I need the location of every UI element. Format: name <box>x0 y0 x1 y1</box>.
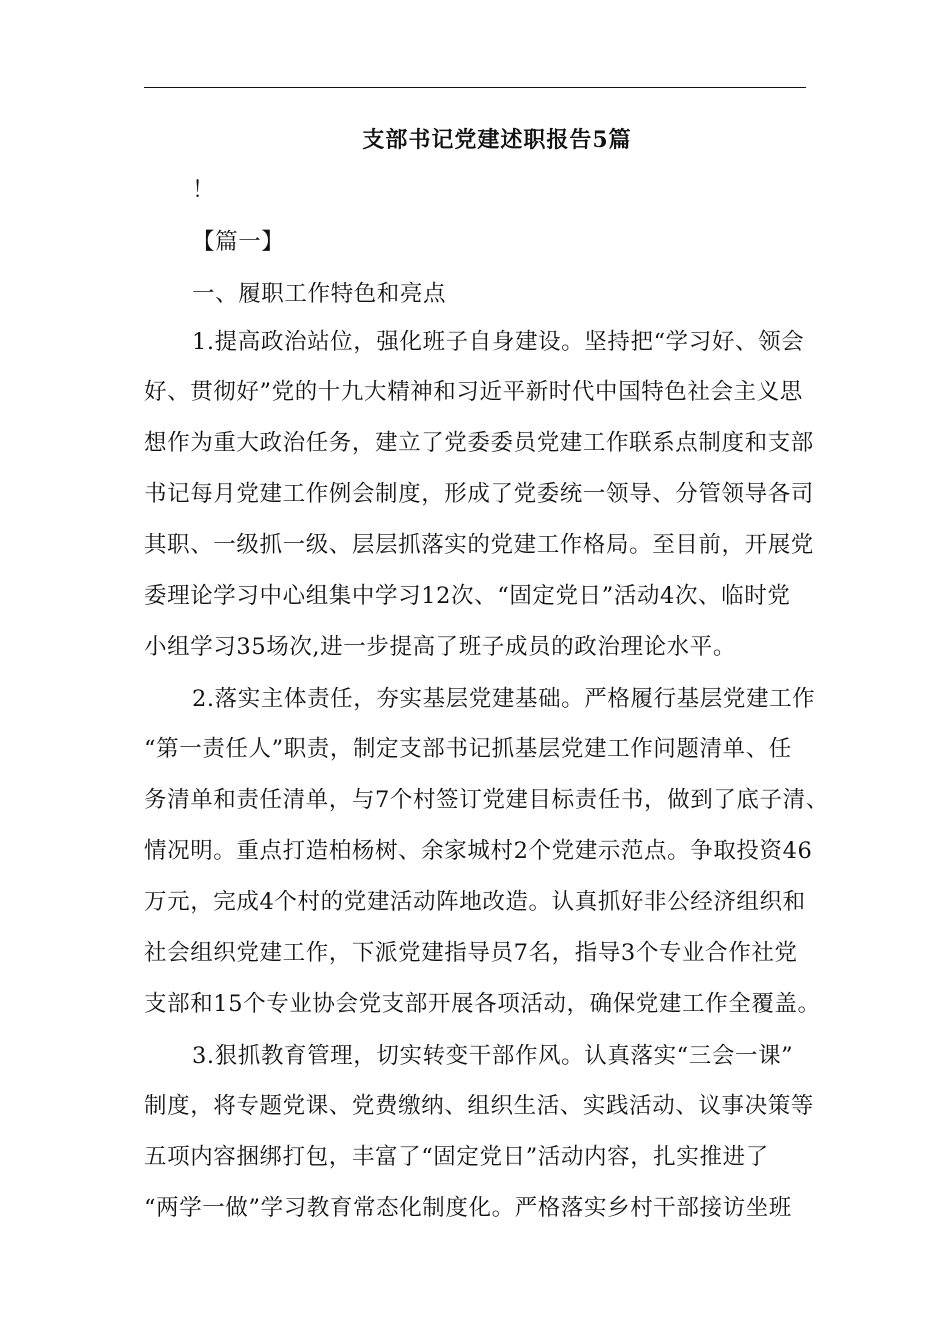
exclamation-mark: ！ <box>192 177 216 203</box>
paragraph-line: “两学一做”学习教育常态化制度化。严格落实乡村干部接访坐班 <box>144 1195 792 1221</box>
paragraph-line: 情况明。重点打造柏杨树、余家城村2个党建示范点。争取投资46 <box>144 838 813 864</box>
paragraph-line: 支部和15个专业协会党支部开展各项活动，确保党建工作全覆盖。 <box>144 991 821 1017</box>
section-label: 【篇一】 <box>192 229 285 255</box>
section-heading: 一、履职工作特色和亮点 <box>192 281 447 307</box>
paragraph-line: 2.落实主体责任，夯实基层党建基础。严格履行基层党建工作 <box>192 686 816 712</box>
paragraph-line: 万元，完成4个村的党建活动阵地改造。认真抓好非公经济组织和 <box>144 889 806 915</box>
paragraph-line: 1.提高政治站位，强化班子自身建设。坚持把“学习好、领会 <box>192 329 805 355</box>
paragraph-line: 五项内容捆绑打包，丰富了“固定党日”活动内容，扎实推进了 <box>144 1144 769 1170</box>
paragraph-line: 书记每月党建工作例会制度，形成了党委统一领导、分管领导各司 <box>144 481 814 507</box>
paragraph-line: 务清单和责任清单，与7个村签订党建目标责任书，做到了底子清、 <box>144 787 829 813</box>
paragraph-line: 想作为重大政治任务，建立了党委委员党建工作联系点制度和支部 <box>144 430 814 456</box>
paragraph-line: 社会组织党建工作，下派党建指导员7名，指导3个专业合作社党 <box>144 940 798 966</box>
header-rule <box>144 87 806 88</box>
document-title: 支部书记党建述职报告5篇 <box>362 127 632 153</box>
paragraph-line: 小组学习35场次,进一步提高了班子成员的政治理论水平。 <box>144 634 736 660</box>
paragraph-line: 制度，将专题党课、党费缴纳、组织生活、实践活动、议事决策等 <box>144 1093 814 1119</box>
paragraph-line: 3.狠抓教育管理，切实转变干部作风。认真落实“三会一课” <box>192 1043 794 1069</box>
paragraph-line: 委理论学习中心组集中学习12次、“固定党日”活动4次、临时党 <box>144 583 791 609</box>
paragraph-line: “第一责任人”职责，制定支部书记抓基层党建工作问题清单、任 <box>144 736 792 762</box>
paragraph-line: 其职、一级抓一级、层层抓落实的党建工作格局。至目前，开展党 <box>144 532 814 558</box>
paragraph-line: 好、贯彻好”党的十九大精神和习近平新时代中国特色社会主义思 <box>144 379 803 405</box>
